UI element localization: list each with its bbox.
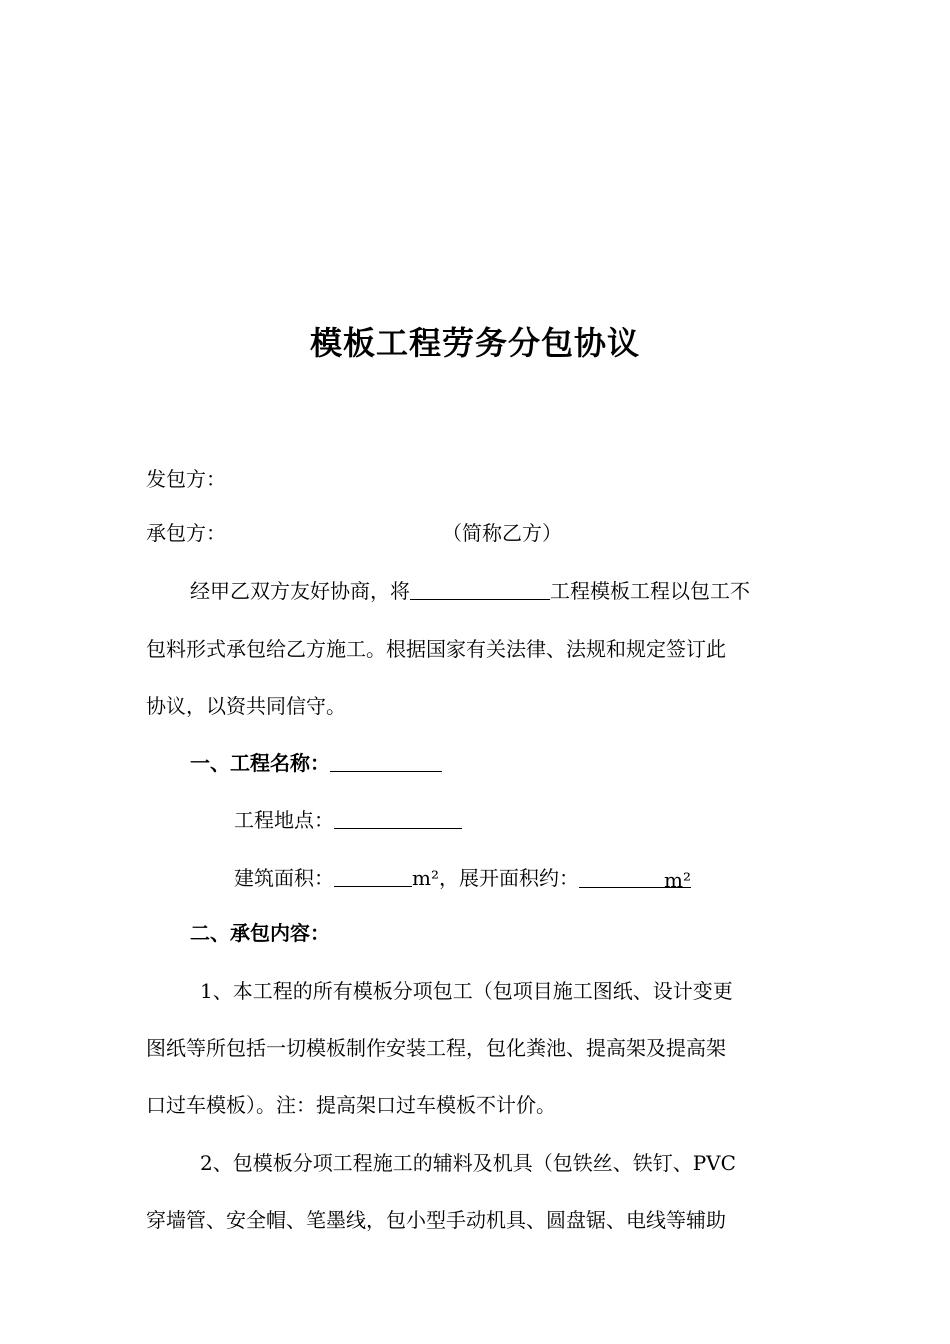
party-b-abbrev: （简称乙方） <box>442 521 562 545</box>
item-2-line-2: 穿墙管、安全帽、笔墨线，包小型手动机具、圆盘锯、电线等辅助 <box>146 1208 726 1232</box>
section-2-heading: 二、承包内容： <box>190 921 330 945</box>
item-2-line-1: 2、包模板分项工程施工的辅料及机具（包铁丝、铁钉、PVC <box>200 1151 736 1175</box>
location-label: 工程地点： <box>234 808 334 832</box>
expanded-area-unit: m² <box>664 868 691 892</box>
intro-text-before: 经甲乙双方友好协商，将 <box>190 579 410 603</box>
intro-text-after: 工程模板工程以包工不 <box>550 579 750 603</box>
location-blank[interactable] <box>334 806 462 829</box>
intro-line-3: 协议，以资共同信守。 <box>146 694 346 718</box>
intro-line-1 <box>190 576 750 606</box>
expanded-area-blank[interactable] <box>579 865 691 892</box>
area-line <box>234 863 691 893</box>
item-1-line-3: 口过车模板）。注：提高架口过车模板不计价。 <box>146 1093 556 1117</box>
document-title: 模板工程劳务分包协议 <box>309 324 640 362</box>
party-b-label: 承包方： <box>146 521 226 545</box>
project-title-blank[interactable] <box>330 749 442 772</box>
party-b-line <box>146 518 562 548</box>
intro-line-2: 包料形式承包给乙方施工。根据国家有关法律、法规和规定签订此 <box>146 637 726 661</box>
item-1-line-1: 1、本工程的所有模板分项包工（包项目施工图纸、设计变更 <box>200 979 733 1003</box>
item-1-line-2: 图纸等所包括一切模板制作安装工程，包化粪池、提高架及提高架 <box>146 1036 726 1060</box>
section-1-line <box>190 748 442 778</box>
expanded-area-label: 展开面积约： <box>458 866 579 890</box>
party-a-line <box>146 464 226 494</box>
party-a-label: 发包方： <box>146 467 226 491</box>
location-line <box>234 805 462 835</box>
area-label: 建筑面积： <box>234 866 334 890</box>
project-name-blank[interactable] <box>410 577 550 600</box>
area-unit: m²， <box>412 866 459 890</box>
area-blank[interactable] <box>334 864 412 887</box>
section-1-heading: 一、工程名称： <box>190 751 330 775</box>
